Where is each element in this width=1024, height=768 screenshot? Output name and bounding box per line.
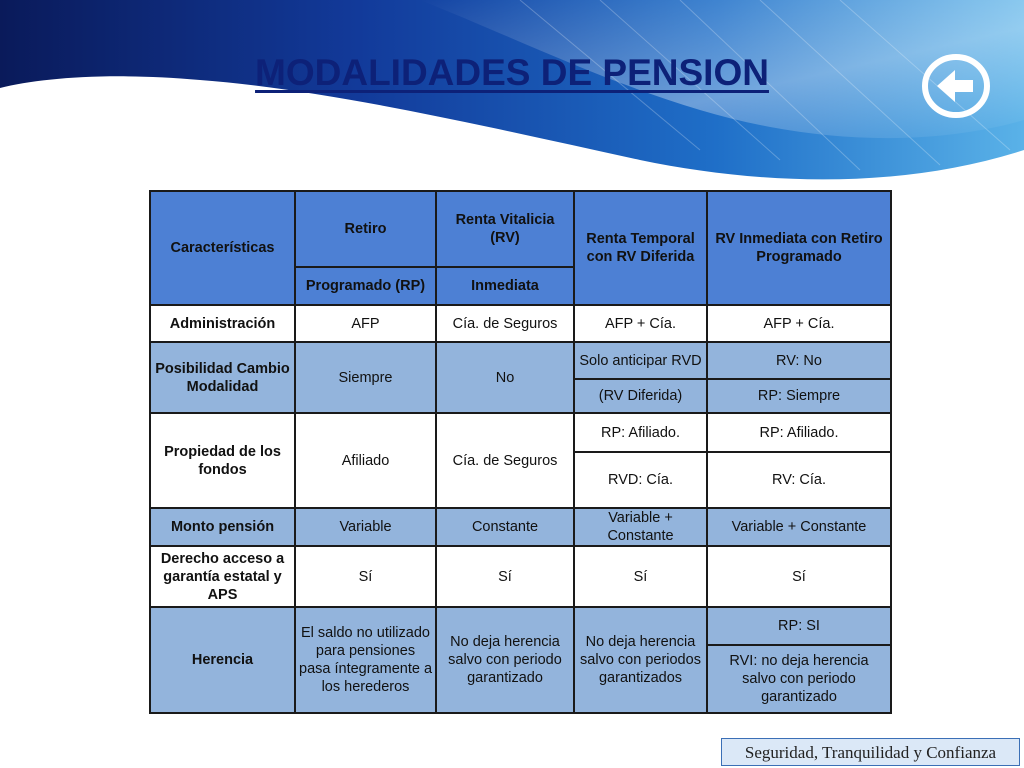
cell-rv-inm: Sí [707, 546, 891, 607]
row-propiedad [150, 413, 891, 452]
row-label: Posibilidad Cambio Modalidad [150, 342, 295, 413]
cell-rv: Constante [436, 508, 574, 546]
cell-retiro: El saldo no utilizado para pensiones pasa íntegramente a los herederos [295, 607, 436, 713]
cell-temporal-b: RVD: Cía. [574, 452, 707, 508]
row-label: Monto pensión [150, 508, 295, 546]
cell-rv-inm-a: RV: No [707, 342, 891, 379]
cell-rv: Cía. de Seguros [436, 413, 574, 508]
cell-temporal-a: RP: Afiliado. [574, 413, 707, 452]
row-label: Derecho acceso a garantía estatal y APS [150, 546, 295, 607]
cell-temporal: Variable + Constante [574, 508, 707, 546]
cell-temporal: No deja herencia salvo con periodos garantizados [574, 607, 707, 713]
header-programado: Programado (RP) [295, 267, 436, 305]
row-herencia [150, 607, 891, 645]
cell-retiro: Sí [295, 546, 436, 607]
row-posibilidad [150, 342, 891, 379]
header-retiro: Retiro [295, 191, 436, 267]
cell-rv-inm-b: RVI: no deja herencia salvo con periodo garantizado [707, 645, 891, 713]
cell-retiro: Siempre [295, 342, 436, 413]
cell-retiro: Afiliado [295, 413, 436, 508]
header-inmediata: Inmediata [436, 267, 574, 305]
cell-temporal-b: (RV Diferida) [574, 379, 707, 413]
row-administracion [150, 305, 891, 342]
row-label: Herencia [150, 607, 295, 713]
cell-rv: Sí [436, 546, 574, 607]
cell-temporal: Sí [574, 546, 707, 607]
back-arrow-icon[interactable] [921, 53, 991, 119]
row-monto [150, 508, 891, 546]
cell-temporal-a: Solo anticipar RVD [574, 342, 707, 379]
header-wave-background [0, 0, 1024, 210]
pension-modalities-table [149, 190, 892, 714]
footer-tagline: Seguridad, Tranquilidad y Confianza [721, 738, 1020, 766]
row-label: Administración [150, 305, 295, 342]
row-label: Propiedad de los fondos [150, 413, 295, 508]
cell-rv-inm: AFP + Cía. [707, 305, 891, 342]
row-derecho [150, 546, 891, 607]
header-renta-vitalicia: Renta Vitalicia (RV) [436, 191, 574, 267]
cell-rv-inm-b: RV: Cía. [707, 452, 891, 508]
cell-retiro: Variable [295, 508, 436, 546]
cell-rv-inm-b: RP: Siempre [707, 379, 891, 413]
cell-rv: No deja herencia salvo con periodo garantizado [436, 607, 574, 713]
cell-retiro: AFP [295, 305, 436, 342]
cell-temporal: AFP + Cía. [574, 305, 707, 342]
cell-rv-inm: Variable + Constante [707, 508, 891, 546]
header-rv-inmediata: RV Inmediata con Retiro Programado [707, 191, 891, 305]
cell-rv-inm-a: RP: SI [707, 607, 891, 645]
cell-rv: Cía. de Seguros [436, 305, 574, 342]
slide-title: MODALIDADES DE PENSION [255, 52, 769, 93]
cell-rv-inm-a: RP: Afiliado. [707, 413, 891, 452]
cell-rv: No [436, 342, 574, 413]
header-renta-temporal: Renta Temporal con RV Diferida [574, 191, 707, 305]
header-caracteristicas: Características [150, 191, 295, 305]
